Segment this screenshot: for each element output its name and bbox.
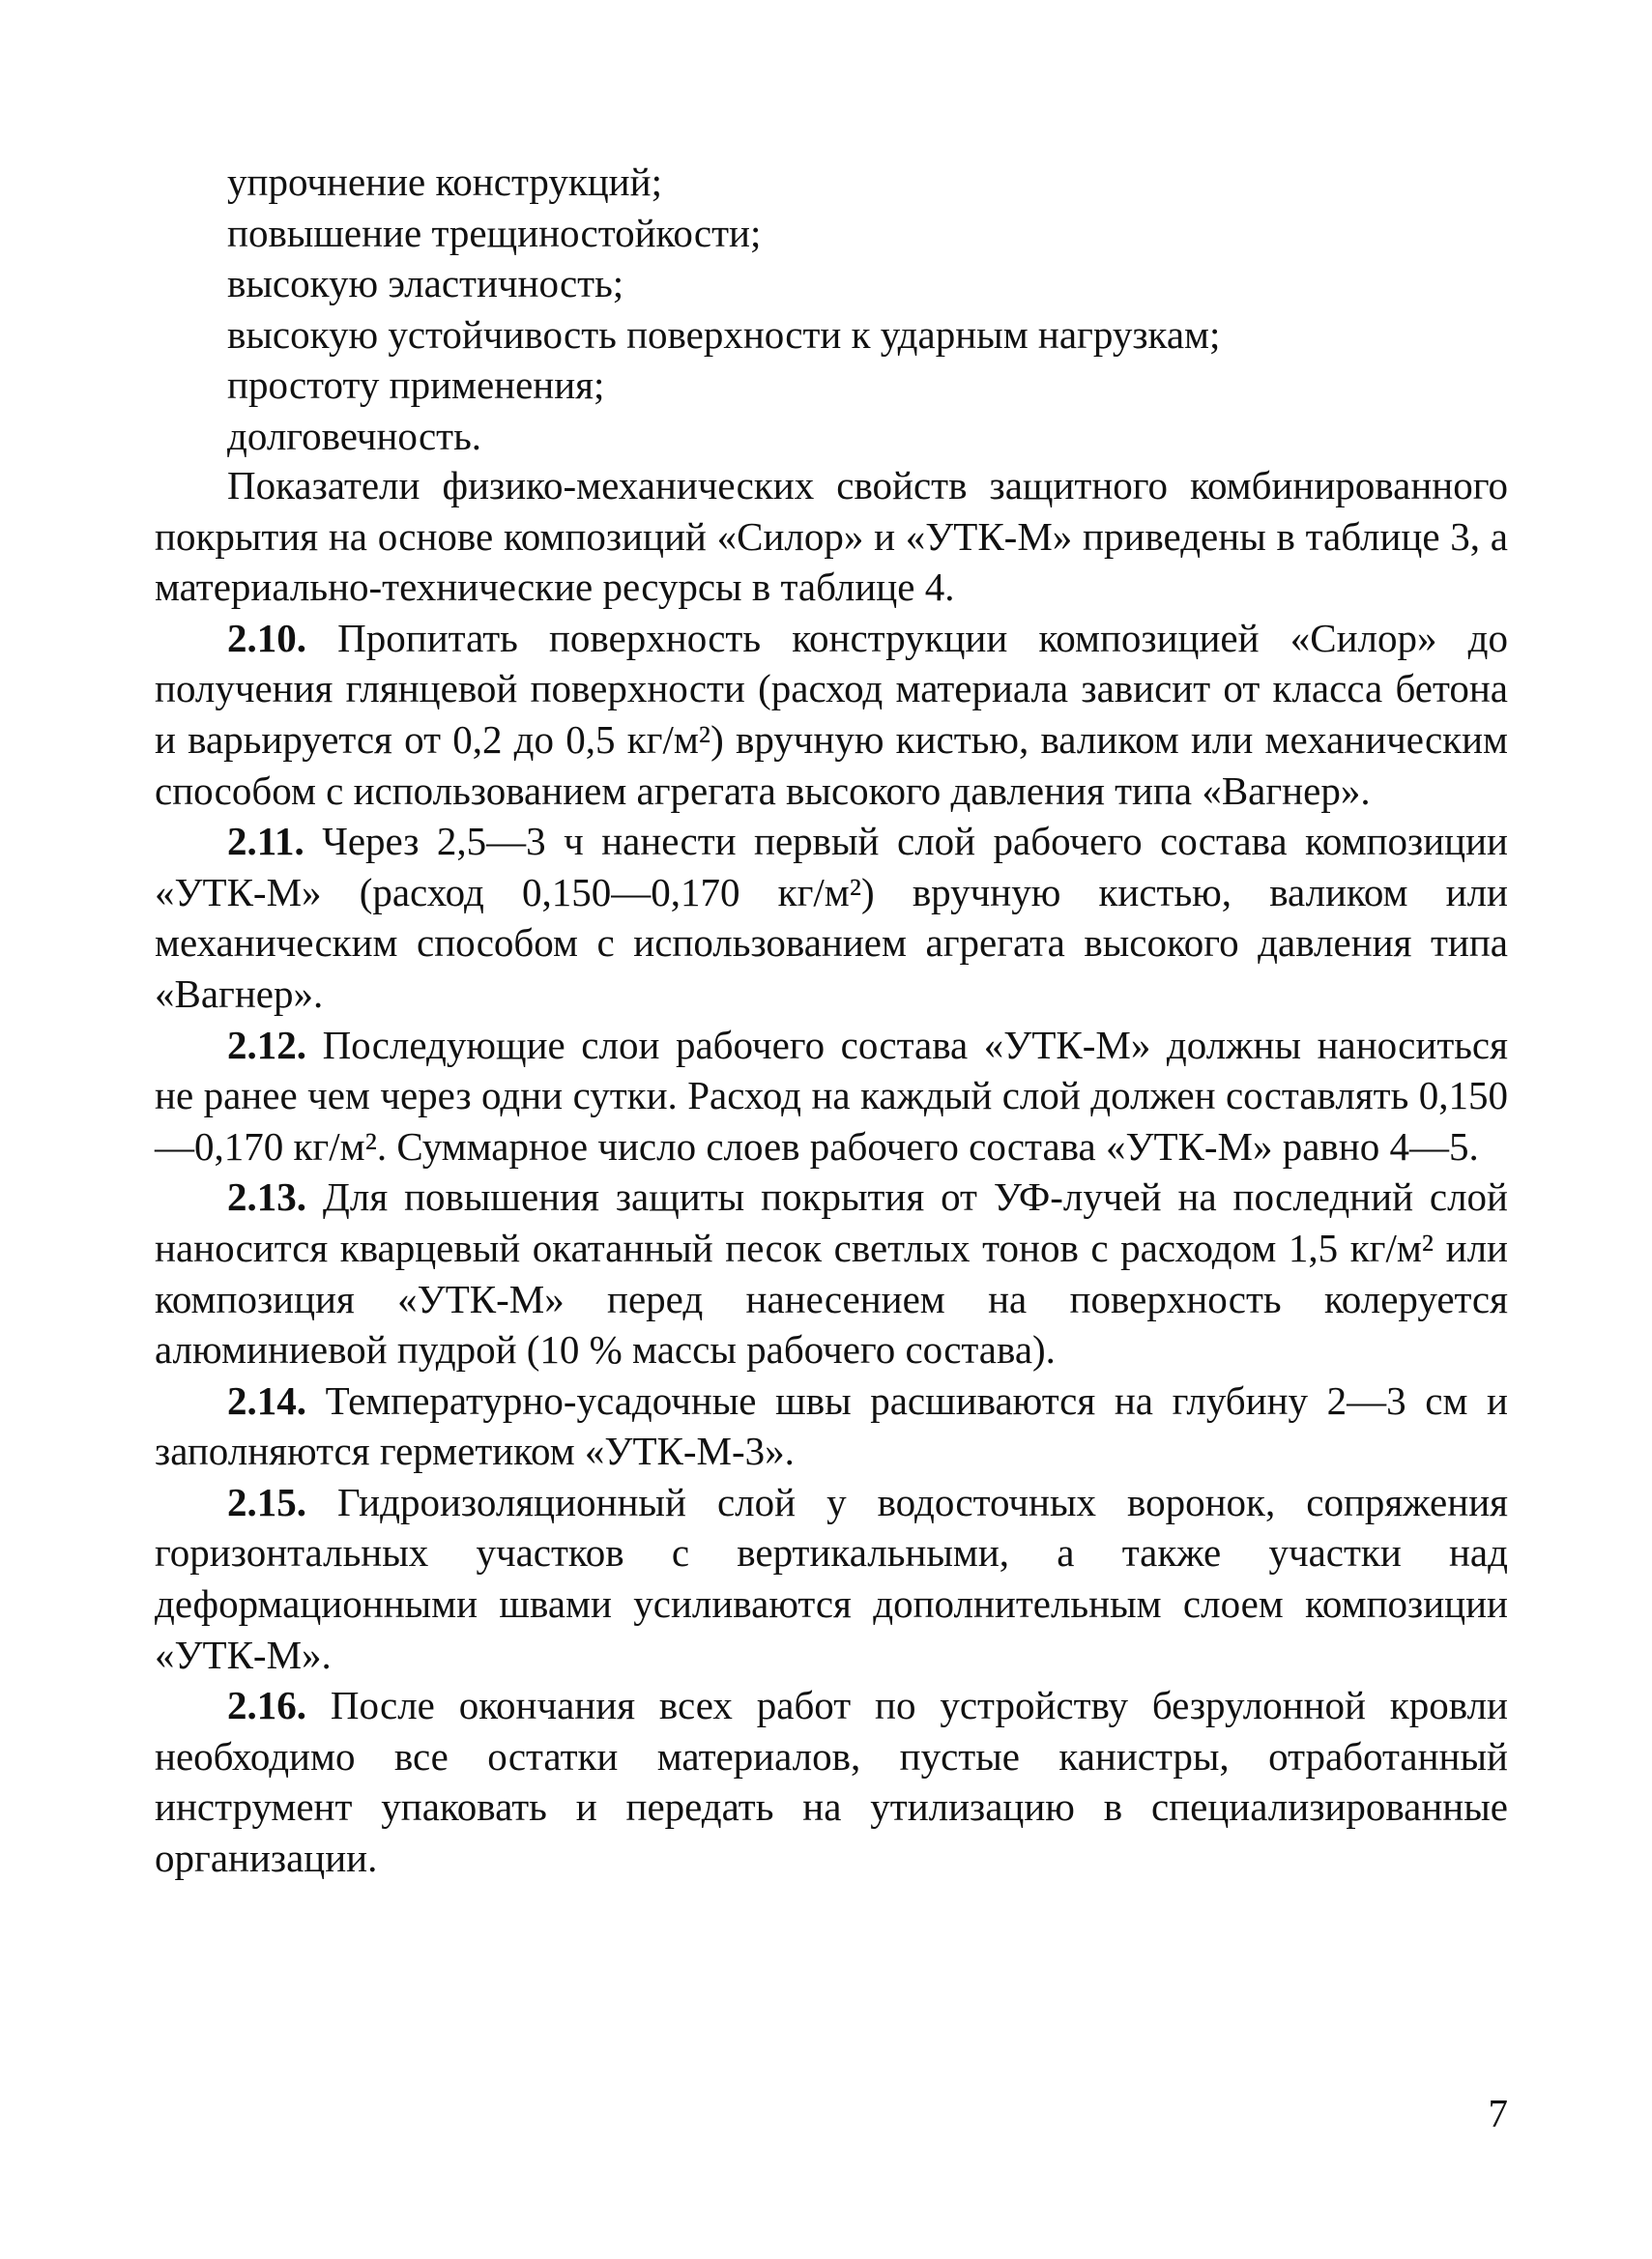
list-item: высокую эластичность; xyxy=(227,261,624,306)
section-number: 2.16. xyxy=(227,1683,306,1728)
section-number: 2.14. xyxy=(227,1377,306,1423)
section-text: Через 2,5—3 ч нанести первый слой рабочего состава композиции «УТК-М» (расход 0,150—0,170 кг/м²) вручную кистью, валиком или механическим способом с использованием агрегата высокого давления типа «Вагнер». xyxy=(155,819,1508,1016)
section-2-15 xyxy=(155,1477,1508,1680)
list-item: высокую устойчивость поверхности к ударным нагрузкам; xyxy=(227,311,1221,357)
page-number: 7 xyxy=(1488,2091,1508,2135)
section-text: Температурно-усадочные швы расшиваются на глубину 2—3 см и заполняются герметиком «УТК-М-3». xyxy=(155,1377,1508,1474)
section-2-13 xyxy=(155,1172,1508,1375)
section-2-14 xyxy=(155,1376,1508,1477)
section-2-11 xyxy=(155,816,1508,1019)
section-text: Для повышения защиты покрытия от УФ-лучей на последний слой наносится кварцевый окатанный песок светлых тонов с расходом 1,5 кг/м² или композиция «УТК-М» перед нанесением на поверхность колеруется алюминиевой пудрой (10 % массы рабочего состава). xyxy=(155,1174,1508,1373)
section-text: Гидроизоляционный слой у водосточных воронок, сопряжения горизонтальных участков с вертикальными, а также участки над деформационными швами усиливаются дополнительным слоем композиции «УТК-М». xyxy=(155,1479,1508,1677)
list-item: упрочнение конструкций; xyxy=(227,159,662,204)
body-text xyxy=(155,460,1508,1884)
section-number: 2.12. xyxy=(227,1022,306,1067)
section-2-12 xyxy=(155,1020,1508,1173)
section-2-16 xyxy=(155,1680,1508,1883)
section-2-10 xyxy=(155,613,1508,816)
section-number: 2.10. xyxy=(227,615,306,660)
section-text: Последующие слои рабочего состава «УТК-М» должны наноситься не ранее чем через одни сутки. Расход на каждый слой должен составлять 0,150—0,170 кг/м². Суммарное число слоев рабочего состава «УТК-М» равно 4—5. xyxy=(155,1022,1508,1169)
section-text: Пропитать поверхность конструкции композицией «Силор» до получения глянцевой поверхности (расход материала зависит от класса бетона и варьируется от 0,2 до 0,5 кг/м²) вручную кистью, валиком или механическим способом с использованием агрегата высокого давления типа «Вагнер». xyxy=(155,615,1508,813)
section-text: После окончания всех работ по устройству безрулонной кровли необходимо все остатки материалов, пустые канистры, отработанный инструмент упаковать и передать на утилизацию в специализированные организации. xyxy=(155,1683,1508,1881)
list-item: повышение трещиностойкости; xyxy=(227,210,762,255)
intro-paragraph: Показатели физико-механических свойств защитного комбинированного покрытия на основе композиций «Силор» и «УТК-М» приведены в таблице 3, а материально-технические ресурсы в таблице 4. xyxy=(155,463,1508,610)
section-number: 2.15. xyxy=(227,1479,306,1524)
section-number: 2.11. xyxy=(227,819,304,864)
list-item: долговечность. xyxy=(227,413,482,458)
section-number: 2.13. xyxy=(227,1174,306,1220)
properties-list xyxy=(227,157,1513,462)
list-item: простоту применения; xyxy=(227,362,605,408)
